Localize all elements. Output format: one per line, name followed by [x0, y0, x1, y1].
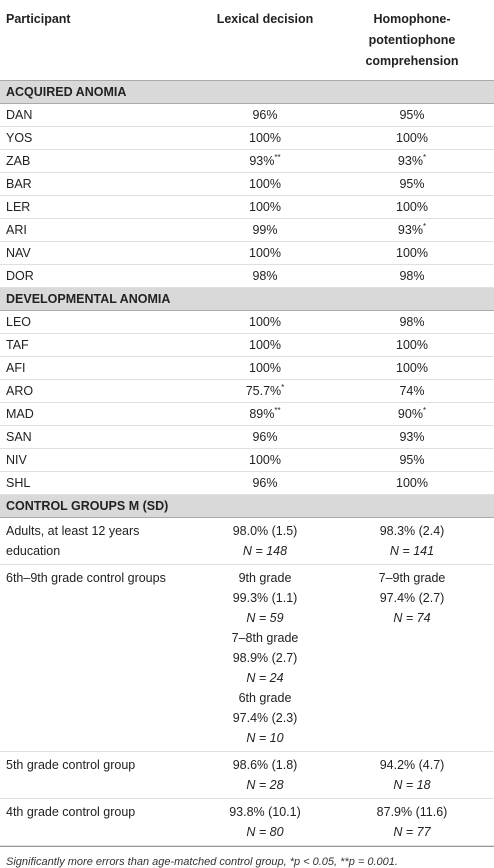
- homophone-value: [330, 150, 494, 173]
- value-text: 93%: [249, 154, 275, 168]
- table-row: [0, 311, 494, 334]
- value-text: 100%: [249, 453, 281, 467]
- section-header: [0, 81, 494, 104]
- table-row: [0, 173, 494, 196]
- lexical-decision-value: [200, 426, 330, 449]
- section-title: DEVELOPMENTAL ANOMIA: [0, 288, 494, 311]
- control-lexical-value: 98.6% (1.8) N = 28: [200, 752, 330, 799]
- lexical-decision-value: [200, 449, 330, 472]
- lexical-decision-value: [200, 196, 330, 219]
- section-header: [0, 288, 494, 311]
- homophone-value: [330, 334, 494, 357]
- participant-name: SAN: [0, 426, 200, 449]
- value-text: 100%: [249, 338, 281, 352]
- lexical-decision-value: [200, 104, 330, 127]
- lexical-decision-value: [200, 357, 330, 380]
- homophone-value: [330, 127, 494, 150]
- header-lexical-decision: Lexical decision: [216, 12, 314, 26]
- significance-marker: *: [281, 383, 285, 392]
- participant-name: ZAB: [0, 150, 200, 173]
- value-text: 75.7%: [245, 384, 282, 398]
- control-homophone-value: 98.3% (2.4) N = 141: [330, 518, 494, 565]
- value-text: 100%: [396, 246, 428, 260]
- table-row: [0, 472, 494, 495]
- participant-name: DOR: [0, 265, 200, 288]
- participant-name: AFI: [0, 357, 200, 380]
- lexical-decision-value: [200, 265, 330, 288]
- table-row: [0, 357, 494, 380]
- lexical-decision-value: [200, 173, 330, 196]
- value-text: 93%: [397, 154, 423, 168]
- table-row: [0, 426, 494, 449]
- value-text: 89%: [249, 407, 275, 421]
- participant-name: TAF: [0, 334, 200, 357]
- value-text: 100%: [249, 315, 281, 329]
- participant-name: ARI: [0, 219, 200, 242]
- control-label: 6th–9th grade control groups: [0, 565, 200, 752]
- value-text: 100%: [249, 200, 281, 214]
- header-participant: Participant: [6, 12, 71, 26]
- lexical-decision-value: [200, 472, 330, 495]
- value-text: 93%: [399, 430, 425, 444]
- homophone-value: [330, 472, 494, 495]
- participant-name: ARO: [0, 380, 200, 403]
- section-title: CONTROL GROUPS M (SD): [0, 495, 494, 518]
- significance-marker: *: [422, 222, 427, 231]
- participant-name: YOS: [0, 127, 200, 150]
- control-row-adults: [0, 518, 494, 565]
- table-row: [0, 127, 494, 150]
- homophone-value: [330, 357, 494, 380]
- table-footnote: Significantly more errors than age-matched control group, *p < 0.05, **p = 0.001.: [0, 846, 494, 868]
- value-text: 95%: [399, 453, 425, 467]
- value-text: 100%: [249, 361, 281, 375]
- lexical-decision-value: [200, 334, 330, 357]
- significance-marker: **: [274, 406, 281, 415]
- value-text: 100%: [396, 361, 428, 375]
- value-text: 98%: [252, 269, 278, 283]
- control-label: 4th grade control group: [0, 799, 200, 846]
- control-label: Adults, at least 12 years education: [0, 518, 200, 565]
- value-text: 95%: [399, 108, 425, 122]
- table-row: [0, 403, 494, 426]
- participant-name: NAV: [0, 242, 200, 265]
- table-row: [0, 104, 494, 127]
- table-row: [0, 150, 494, 173]
- value-text: 96%: [252, 430, 278, 444]
- homophone-value: [330, 380, 494, 403]
- homophone-value: [330, 242, 494, 265]
- value-text: 100%: [249, 177, 281, 191]
- participant-name: BAR: [0, 173, 200, 196]
- participant-name: NIV: [0, 449, 200, 472]
- value-text: 96%: [252, 476, 278, 490]
- value-text: 95%: [399, 177, 425, 191]
- value-text: 100%: [396, 338, 428, 352]
- value-text: 98%: [399, 269, 425, 283]
- participant-name: SHL: [0, 472, 200, 495]
- section-header-control: [0, 495, 494, 518]
- control-homophone-value: 87.9% (11.6) N = 77: [330, 799, 494, 846]
- value-text: 100%: [249, 246, 281, 260]
- control-lexical-value: 93.8% (10.1) N = 80: [200, 799, 330, 846]
- table-header-row: [0, 0, 494, 81]
- homophone-value: [330, 403, 494, 426]
- lexical-decision-value: [200, 127, 330, 150]
- control-homophone-value: 94.2% (4.7) N = 18: [330, 752, 494, 799]
- control-row-5th: [0, 752, 494, 799]
- value-text: 100%: [396, 131, 428, 145]
- control-homophone-value: 7–9th grade 97.4% (2.7) N = 74: [330, 565, 494, 752]
- value-text: 90%: [397, 407, 423, 421]
- significance-marker: **: [274, 153, 281, 162]
- lexical-decision-value: [200, 380, 330, 403]
- control-groups-body: [0, 495, 494, 846]
- homophone-value: [330, 426, 494, 449]
- table-row: [0, 265, 494, 288]
- significance-marker: *: [422, 406, 427, 415]
- control-lexical-value: 98.0% (1.5) N = 148: [200, 518, 330, 565]
- header-homophone-comprehension: Homophone-potentiophone comprehension: [365, 12, 459, 68]
- homophone-value: [330, 311, 494, 334]
- participant-name: LER: [0, 196, 200, 219]
- section-title: ACQUIRED ANOMIA: [0, 81, 494, 104]
- table-row: [0, 196, 494, 219]
- value-text: 100%: [249, 131, 281, 145]
- table-row: [0, 449, 494, 472]
- homophone-value: [330, 449, 494, 472]
- table-row: [0, 334, 494, 357]
- homophone-value: [330, 173, 494, 196]
- participant-name: LEO: [0, 311, 200, 334]
- value-text: 100%: [396, 200, 428, 214]
- homophone-value: [330, 219, 494, 242]
- homophone-value: [330, 196, 494, 219]
- control-row-6th-9th: [0, 565, 494, 752]
- lexical-decision-value: [200, 403, 330, 426]
- control-label: 5th grade control group: [0, 752, 200, 799]
- value-text: 100%: [396, 476, 428, 490]
- value-text: 74%: [399, 384, 425, 398]
- table-row: [0, 219, 494, 242]
- participant-name: DAN: [0, 104, 200, 127]
- lexical-decision-value: [200, 150, 330, 173]
- table-row: [0, 380, 494, 403]
- value-text: 98%: [399, 315, 425, 329]
- table-row: [0, 242, 494, 265]
- lexical-decision-value: [200, 219, 330, 242]
- value-text: 93%: [397, 223, 423, 237]
- homophone-value: [330, 265, 494, 288]
- participant-name: MAD: [0, 403, 200, 426]
- value-text: 99%: [252, 223, 278, 237]
- table-body: [0, 81, 494, 495]
- homophone-value: [330, 104, 494, 127]
- lexical-decision-value: [200, 242, 330, 265]
- lexical-decision-value: [200, 311, 330, 334]
- control-lexical-value: 9th grade 99.3% (1.1) N = 59 7–8th grade 98.9% (2.7) N = 24 6th grade 97.4% (2.3) N = 10: [200, 565, 330, 752]
- value-text: 96%: [252, 108, 278, 122]
- control-row-4th: [0, 799, 494, 846]
- significance-marker: *: [422, 153, 427, 162]
